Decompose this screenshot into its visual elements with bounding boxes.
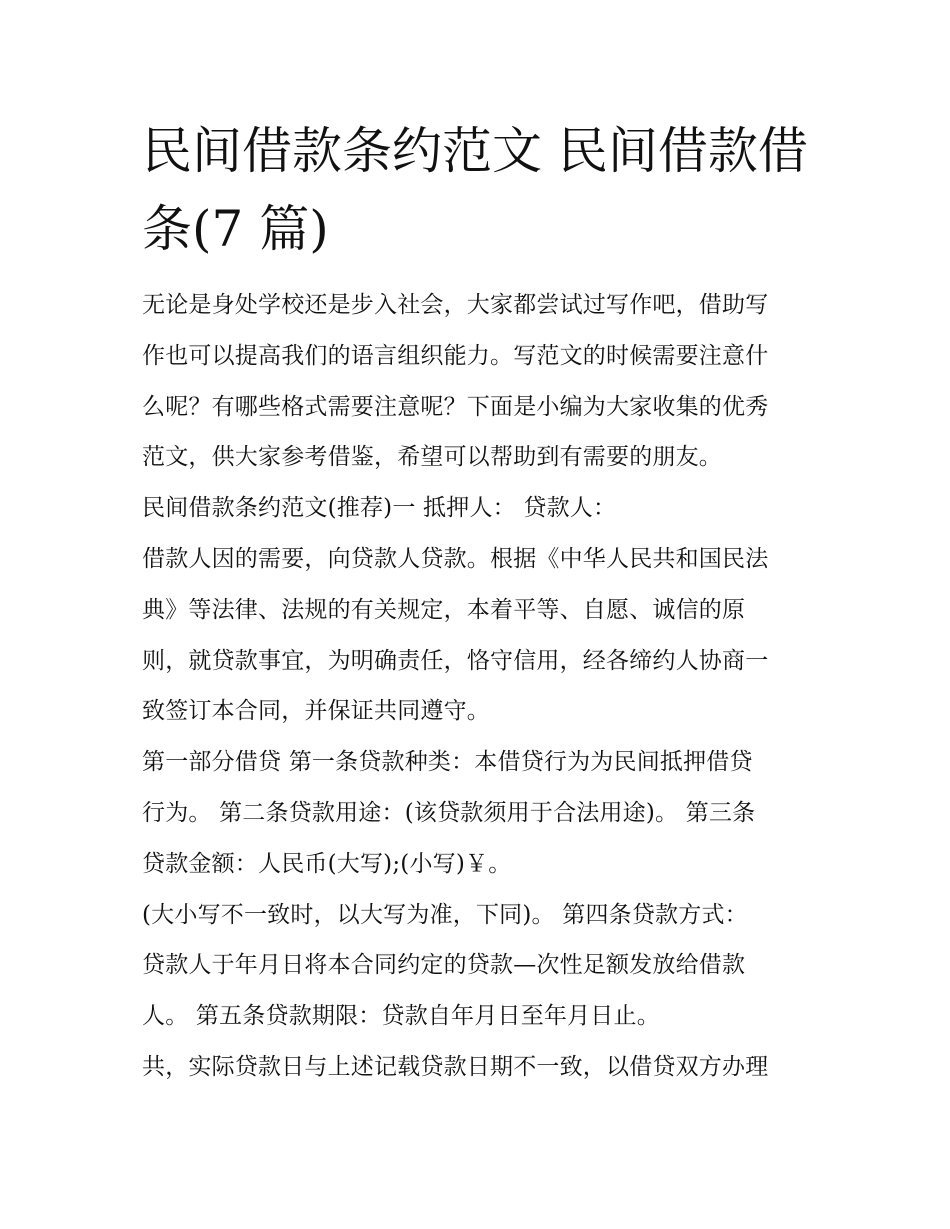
text-line: (大小写不一致时，以大写为准，下同)。 第四条贷款方式：: [142, 901, 748, 928]
title-line: 条(7 篇): [142, 200, 329, 258]
text-line: 范文，供大家参考借鉴，希望可以帮助到有需要的朋友。: [142, 444, 722, 471]
text-line: 共，实际贷款日与上述记载贷款日期不一致，以借贷双方办理: [142, 1053, 769, 1080]
document-title: [142, 112, 822, 268]
text-line: 贷款人于年月日将本合同约定的贷款—次性足额发放给借款: [142, 952, 746, 979]
text-line: 则，就贷款事宜，为明确责任，恪守信用，经各缔约人协商一: [142, 647, 769, 674]
intro-paragraph: [142, 280, 822, 483]
text-line: 典》等法律、法规的有关规定，本着平等、自愿、诚信的原: [142, 596, 746, 623]
clause-paragraph: [142, 1042, 822, 1093]
text-line: 作也可以提高我们的语言组织能力。写范文的时候需要注意什: [142, 342, 769, 369]
preamble-paragraph: [142, 534, 822, 737]
section-heading-paragraph: [142, 483, 822, 534]
text-line: 行为。 第二条贷款用途：(该贷款须用于合法用途)。 第三条: [142, 799, 756, 826]
text-line: 借款人因的需要，向贷款人贷款。根据《中华人民共和国民法: [142, 545, 769, 572]
text-line: 致签订本合同，并保证共同遵守。: [142, 698, 490, 725]
text-line: 人。 第五条贷款期限：贷款自年月日至年月日止。: [142, 1003, 660, 1030]
text-line: 无论是身处学校还是步入社会，大家都尝试过写作吧，借助写: [142, 292, 769, 318]
text-line: 民间借款条约范文(推荐)一 抵押人： 贷款人：: [142, 495, 617, 522]
text-line: 么呢？有哪些格式需要注意呢？下面是小编为大家收集的优秀: [142, 393, 769, 420]
clause-paragraph: [142, 737, 822, 889]
document-body: [142, 280, 822, 1093]
title-line: 民间借款条约范文 民间借款借: [142, 122, 808, 180]
text-line: 第一部分借贷 第一条贷款种类：本借贷行为为民间抵押借贷: [142, 749, 753, 776]
clause-paragraph: [142, 890, 822, 1042]
text-line: 贷款金额：人民币(大写);(小写)￥。: [142, 850, 512, 877]
